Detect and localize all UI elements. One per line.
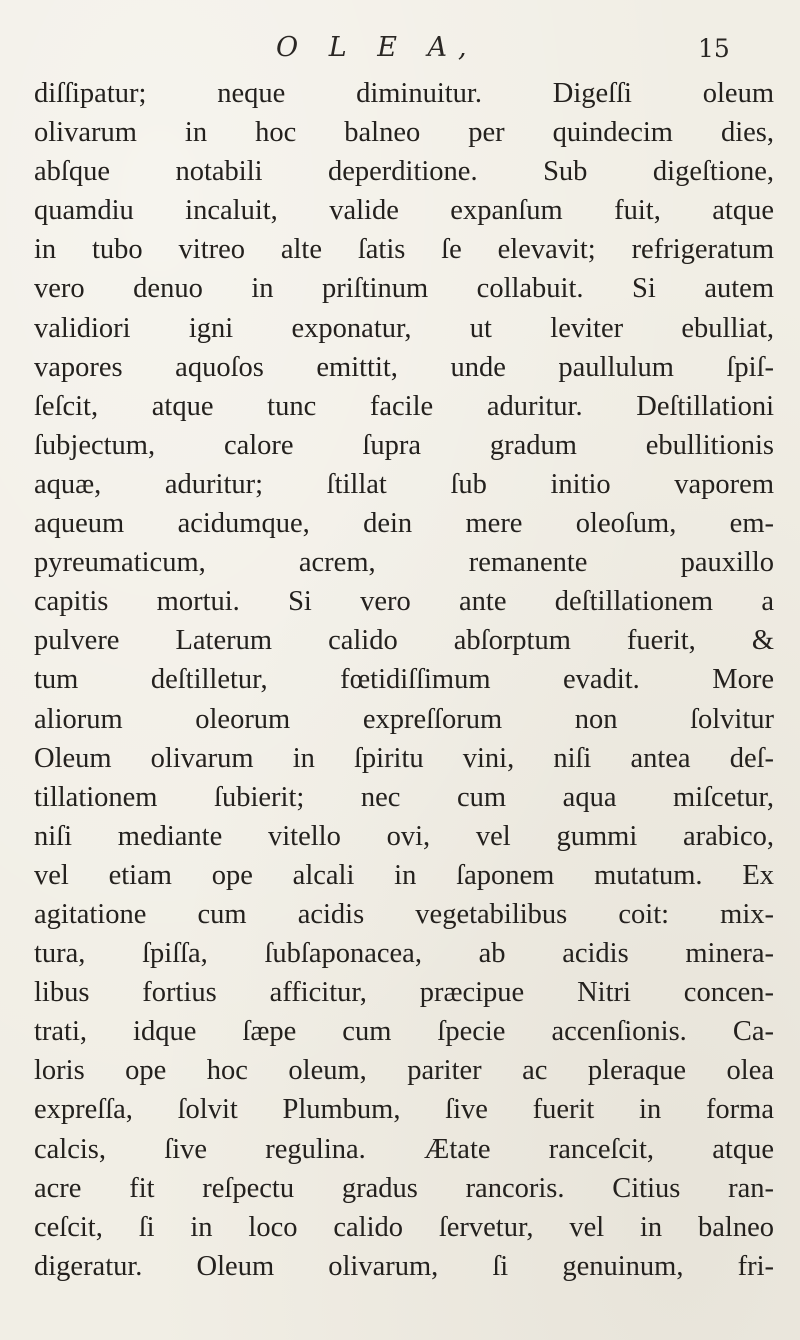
text-line: libus fortius afficitur, præcipue Nitri concen- <box>34 977 774 1009</box>
text-line: olivarum in hoc balneo per quindecim dies, <box>34 117 774 149</box>
text-line: acre fit reſpectu gradus rancoris. Citius ran- <box>34 1172 774 1204</box>
text-line: agitatione cum acidis vegetabilibus coit: mix- <box>34 898 774 930</box>
text-line: pulvere Laterum calido abſorptum fuerit, & <box>34 625 774 657</box>
text-line: capitis mortui. Si vero ante deſtillationem a <box>34 586 774 618</box>
text-line: abſque notabili deperditione. Sub digeſtione, <box>34 156 774 188</box>
body-text <box>34 74 774 1286</box>
text-line: niſi mediante vitello ovi, vel gummi arabico, <box>34 820 774 852</box>
text-line: aquæ, aduritur; ſtillat ſub initio vaporem <box>34 468 774 500</box>
text-line: aqueum acidumque, dein mere oleoſum, em- <box>34 508 774 540</box>
text-line: tillationem ſubierit; nec cum aqua miſcetur, <box>34 781 774 813</box>
running-title: O L E A, <box>276 32 478 63</box>
text-line: loris ope hoc oleum, pariter ac pleraque olea <box>34 1055 774 1087</box>
text-line: quamdiu incaluit, valide expanſum fuit, atque <box>34 195 774 227</box>
text-line: ceſcit, ſi in loco calido ſervetur, vel in balneo <box>34 1211 774 1243</box>
text-line: validiori igni exponatur, ut leviter ebulliat, <box>34 312 774 344</box>
text-line: vel etiam ope alcali in ſaponem mutatum. Ex <box>34 859 774 891</box>
text-line: ſubjectum, calore ſupra gradum ebullitionis <box>34 429 774 461</box>
text-line: expreſſa, ſolvit Plumbum, ſive fuerit in forma <box>34 1094 774 1126</box>
page-number: 15 <box>698 34 730 63</box>
text-line: aliorum oleorum expreſſorum non ſolvitur <box>34 703 774 735</box>
page-header <box>0 32 800 72</box>
text-line: calcis, ſive regulina. Ætate ranceſcit, atque <box>34 1133 774 1165</box>
text-line: pyreumaticum, acrem, remanente pauxillo <box>34 547 774 579</box>
text-line: trati, idque ſæpe cum ſpecie accenſionis. Ca- <box>34 1016 774 1048</box>
text-line: digeratur. Oleum olivarum, ſi genuinum, fri- <box>34 1250 774 1282</box>
text-line: vero denuo in priſtinum collabuit. Si autem <box>34 273 774 305</box>
text-line: diſſipatur; neque diminuitur. Digeſſi oleum <box>34 78 774 109</box>
text-line: tum deſtilletur, fœtidiſſimum evadit. More <box>34 664 774 696</box>
text-line: Oleum olivarum in ſpiritu vini, niſi antea deſ- <box>34 742 774 774</box>
text-line: tura, ſpiſſa, ſubſaponacea, ab acidis minera- <box>34 938 774 970</box>
text-line: ſeſcit, atque tunc facile aduritur. Deſtillationi <box>34 390 774 422</box>
text-line: vapores aquoſos emittit, unde paullulum ſpiſ- <box>34 351 774 383</box>
text-line: in tubo vitreo alte ſatis ſe elevavit; refrigeratum <box>34 234 774 266</box>
